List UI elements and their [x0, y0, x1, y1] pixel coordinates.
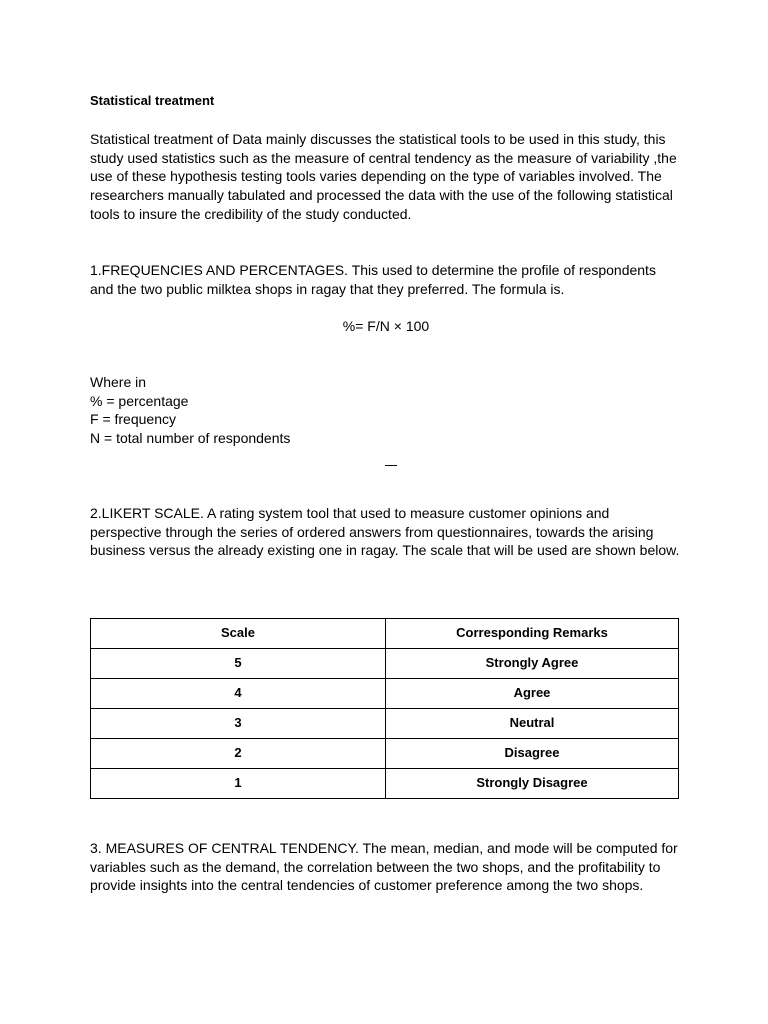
- table-cell: 3: [91, 709, 386, 739]
- intro-paragraph: Statistical treatment of Data mainly discusses the statistical tools to be used in this study, this study used statistics such as the measure of central tendency as the measure of variability ,the use of these hypothesis testing tools varies depending on the type of variables involved. The researchers manually tabulated and processed the data with the use of the following statistical tools to insure the credibility of the study conducted.: [90, 131, 677, 222]
- section-heading: Statistical treatment: [90, 93, 215, 108]
- table-cell: Strongly Agree: [386, 649, 679, 679]
- table-cell: Strongly Disagree: [386, 769, 679, 799]
- table-header-cell: Scale: [91, 619, 386, 649]
- likert-scale-table: [90, 618, 679, 799]
- legend-line: F = frequency: [90, 411, 176, 428]
- table-cell: 4: [91, 679, 386, 709]
- table-cell: Disagree: [386, 739, 679, 769]
- horizontal-dash: [385, 451, 397, 466]
- percentage-formula: %= F/N × 100: [342, 318, 430, 334]
- table-row: [91, 649, 679, 679]
- formula-legend: [90, 373, 682, 448]
- likert-paragraph: 2.LIKERT SCALE. A rating system tool that used to measure customer opinions and perspective through the series of ordered answers from questionnaires, towards the arising business versus the already existing one in ragay. The scale that will be used are shown below.: [90, 505, 680, 559]
- table-row: [91, 679, 679, 709]
- legend-line: N = total number of respondents: [90, 430, 291, 447]
- table-cell: 5: [91, 649, 386, 679]
- table-header-row: [91, 619, 679, 649]
- table-row: [91, 739, 679, 769]
- legend-line: % = percentage: [90, 392, 189, 409]
- table-row: [91, 709, 679, 739]
- legend-line: Where in: [90, 374, 147, 390]
- table-cell: Neutral: [386, 709, 679, 739]
- central-tendency-paragraph: 3. MEASURES OF CENTRAL TENDENCY. The mean, median, and mode will be computed for variables such as the demand, the correlation between the two shops, and the profitability to provide insights into the central tendencies of customer preference among the two shops.: [90, 840, 678, 894]
- table-cell: 1: [91, 769, 386, 799]
- table-cell: Agree: [386, 679, 679, 709]
- table-cell: 2: [91, 739, 386, 769]
- table-row: [91, 769, 679, 799]
- table-header-cell: Corresponding Remarks: [386, 619, 679, 649]
- frequencies-paragraph: 1.FREQUENCIES AND PERCENTAGES. This used to determine the profile of respondents and the two public milktea shops in ragay that they preferred. The formula is.: [90, 262, 656, 297]
